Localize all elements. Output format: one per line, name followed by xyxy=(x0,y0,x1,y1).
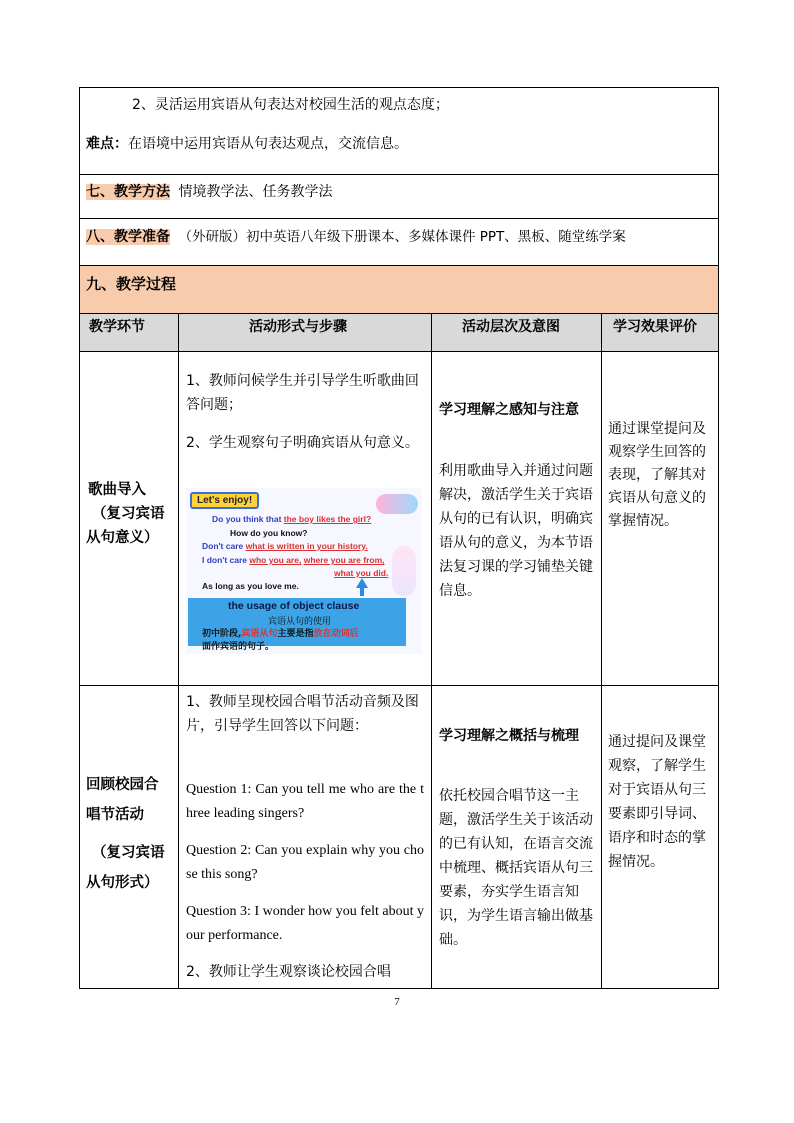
row2-level-title: 学习理解之概括与梳理 xyxy=(439,728,579,744)
row2-level-text: 依托校园合唱节这一主题，激活学生关于该活动的已有认知，在语言交流中梳理、概括宾语从句三要素，夯实学生语言知识，为学生语言输出做基础。 xyxy=(439,788,593,948)
slide-line-5: what you did. xyxy=(334,568,389,578)
usage-box xyxy=(188,598,406,652)
divider xyxy=(79,685,719,686)
section8-label: 八、教学准备 xyxy=(86,229,170,245)
section8-text: （外研版）初中英语八年级下册课本、多媒体课件 PPT、黑板、随堂练学案 xyxy=(178,229,626,245)
row2-step1: 1、教师呈现校园合唱节活动音频及图片，引导学生回答以下问题： xyxy=(186,694,419,734)
section7-text: 情境教学法、任务教学法 xyxy=(178,184,333,200)
lets-enjoy-badge: Let's enjoy! xyxy=(190,492,259,509)
header-evaluation: 学习效果评价 xyxy=(613,319,697,335)
row1-level-title: 学习理解之感知与注意 xyxy=(439,402,579,418)
table-border-left xyxy=(79,87,80,989)
slide-line-4: I don't care who you are, where you are from, xyxy=(202,555,385,565)
divider xyxy=(79,218,719,219)
slide-line-6: As long as you love me. xyxy=(202,581,299,591)
row1-evaluation: 通过课堂提问及观察学生回答的表现，了解其对宾语从句意义的掌握情况。 xyxy=(608,421,706,529)
table-border-right xyxy=(718,87,719,989)
difficulty-line xyxy=(86,133,408,156)
divider xyxy=(79,174,719,175)
lesson-slide-image xyxy=(186,488,422,654)
section9-label: 九、教学过程 xyxy=(86,275,177,293)
decoration-icon xyxy=(392,546,416,596)
section7-label: 七、教学方法 xyxy=(86,184,170,200)
slide-line-1: Do you think that the boy likes the girl? xyxy=(212,514,372,524)
row2-question2: Question 2: Can you explain why you chose this song? xyxy=(186,843,424,882)
header-stage: 教学环节 xyxy=(89,319,145,335)
row1-level-text: 利用歌曲导入并通过问题解决，激活学生关于宾语从句的已有认识，明确宾语从句的意义，为本节语法复习课的学习铺垫关键信息。 xyxy=(439,463,593,599)
row2-stage: 回顾校园合 唱节活动 （复习宾语 从句形式） xyxy=(86,777,165,891)
column-line xyxy=(431,313,432,989)
row2-step2: 2、教师让学生观察谈论校园合唱 xyxy=(186,964,391,980)
slide-line-2: How do you know? xyxy=(230,528,308,538)
usage-title: the usage of object clause xyxy=(228,600,360,612)
difficulty-text: 在语境中运用宾语从句表达观点，交流信息。 xyxy=(128,136,408,152)
header-level: 活动层次及意图 xyxy=(462,319,560,335)
difficulty-label: 难点： xyxy=(86,136,128,152)
row1-step1: 1、教师问候学生并引导学生听歌曲回答问题； xyxy=(186,373,419,413)
arrow-up-icon xyxy=(360,588,364,596)
table-border-top xyxy=(79,87,719,88)
usage-note: 初中阶段,宾语从句主要是指放在动词后 面作宾语的句子。 xyxy=(202,629,359,652)
row2-question1: Question 1: Can you tell me who are the three leading singers? xyxy=(186,782,424,821)
row2-question3: Question 3: I wonder how you felt about your performance. xyxy=(186,904,424,943)
section8-row xyxy=(86,226,626,249)
row1-stage: 歌曲导入 （复习宾语 从句意义） xyxy=(86,482,165,546)
header-steps: 活动形式与步骤 xyxy=(249,319,347,335)
row2-evaluation: 通过提问及课堂观察，了解学生对于宾语从句三要素即引导词、语序和时态的掌握情况。 xyxy=(608,734,706,870)
slide-line-3: Don't care what is written in your history. xyxy=(202,541,368,551)
page-number: 7 xyxy=(394,996,400,1008)
arrow-up-icon xyxy=(356,578,368,588)
column-line xyxy=(178,313,179,989)
objective-line: 2、灵活运用宾语从句表达对校园生活的观点态度； xyxy=(132,97,449,113)
table-border-bottom xyxy=(79,988,719,989)
section7-row xyxy=(86,181,332,204)
column-line xyxy=(601,313,602,989)
usage-cn: 宾语从句的使用 xyxy=(268,617,332,627)
row1-step2: 2、学生观察句子明确宾语从句意义。 xyxy=(186,435,419,451)
decoration-icon xyxy=(376,494,418,514)
divider xyxy=(79,351,719,352)
